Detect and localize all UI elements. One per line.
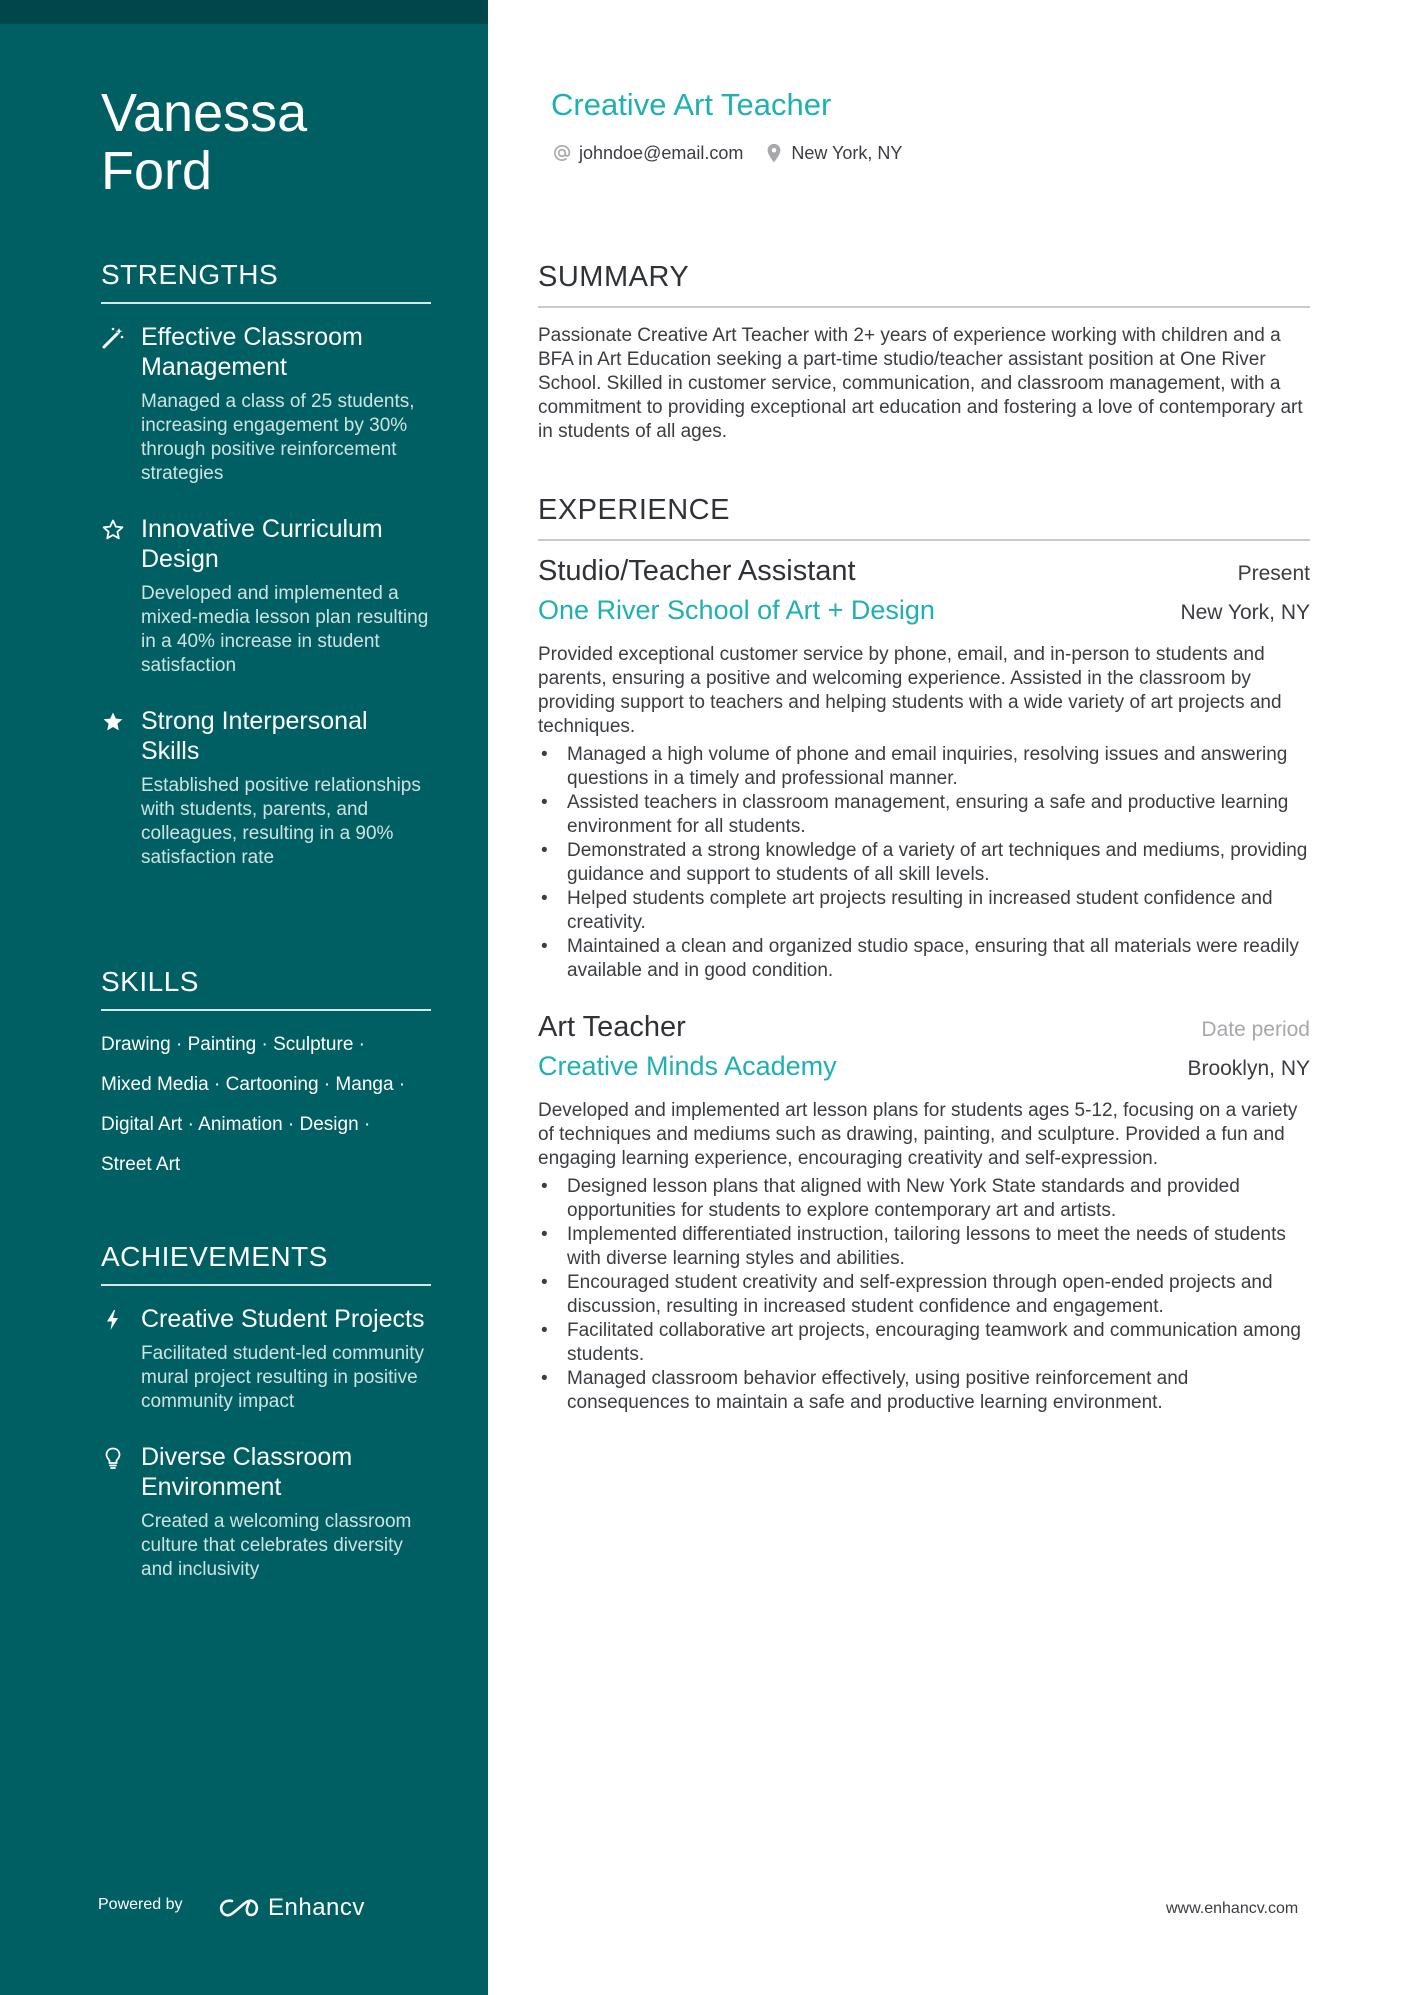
at-sign-icon: [551, 142, 573, 164]
achievement-item: [101, 1304, 431, 1414]
magic-wand-icon: [101, 326, 125, 350]
candidate-name: [101, 84, 461, 200]
bullet-item: • Managed classroom behavior effectively, using positive reinforcement and consequences to maintain a safe and productive learning environment.: [538, 1367, 1310, 1415]
skills-heading: SKILLS: [101, 965, 431, 1011]
contact-email[interactable]: [551, 142, 743, 164]
achievements-heading: ACHIEVEMENTS: [101, 1240, 431, 1286]
strength-item: [101, 514, 431, 678]
strengths-heading: STRENGTHS: [101, 258, 431, 304]
powered-by-label: Powered by: [98, 1896, 183, 1913]
lightbulb-icon: [101, 1446, 125, 1470]
bullet-item: • Assisted teachers in classroom management, ensuring a safe and productive learning environment for all students.: [538, 791, 1310, 839]
summary-heading: SUMMARY: [538, 260, 1310, 308]
job-entry: [538, 553, 1310, 983]
website-link[interactable]: www.enhancv.com: [1166, 1900, 1299, 1917]
enhancv-logo-text: Enhancv: [268, 1894, 365, 1921]
strength-description: Developed and implemented a mixed-media lesson plan resulting in a 40% increase in student satisfaction: [141, 583, 429, 676]
job-date: Date period: [1201, 1018, 1310, 1041]
bullet-item: • Encouraged student creativity and self-expression through open-ended projects and discussion, resulting in increased student confidence and engagement.: [538, 1271, 1310, 1319]
bullet-item: • Maintained a clean and organized studio space, ensuring that all materials were readily available and in good condition.: [538, 935, 1310, 983]
bullet-item: • Managed a high volume of phone and email inquiries, resolving issues and answering questions in a timely and professional manner.: [538, 743, 1310, 791]
skills-section: [101, 965, 431, 1193]
strength-item: [101, 322, 431, 486]
strength-description: Established positive relationships with students, parents, and colleagues, resulting in a 90% satisfaction rate: [141, 775, 421, 868]
strength-title: Effective Classroom Management: [141, 323, 363, 381]
achievement-title: Creative Student Projects: [141, 1305, 425, 1333]
contact-location: [763, 142, 902, 164]
experience-heading: EXPERIENCE: [538, 493, 1310, 541]
strength-item: [101, 706, 431, 870]
achievements-section: [101, 1240, 431, 1610]
lightning-icon: [101, 1308, 125, 1332]
contact-info: [551, 142, 902, 164]
enhancv-logo-icon: [216, 1895, 262, 1921]
star-filled-icon: [101, 710, 125, 734]
sidebar-top-bar: [0, 0, 488, 24]
star-outline-icon: [101, 518, 125, 542]
bullet-item: • Implemented differentiated instruction, tailoring lessons to meet the needs of students with diverse learning styles and abilities.: [538, 1223, 1310, 1271]
achievement-description: Facilitated student-led community mural project resulting in positive community impact: [141, 1343, 425, 1412]
bullet-item: • Helped students complete art projects resulting in increased student confidence and creativity.: [538, 887, 1310, 935]
enhancv-logo[interactable]: [216, 1894, 365, 1922]
summary-text: Passionate Creative Art Teacher with 2+ years of experience working with children and a BFA in Art Education seeking a part-time studio/teacher assistant position at One River School. Skilled in customer service, communication, and classroom management, with a commitment to providing exceptional art education and fostering a love of contemporary art in students of all ages.: [538, 325, 1303, 442]
map-pin-icon: [763, 142, 785, 164]
strengths-section: [101, 258, 431, 898]
job-bullets: [538, 1175, 1310, 1415]
job-entry: [538, 1009, 1310, 1415]
company-name: One River School of Art + Design: [538, 595, 935, 625]
sidebar: [0, 0, 488, 1995]
summary-section: [538, 260, 1310, 444]
skills-line: Drawing · Painting · Sculpture ·: [101, 1034, 365, 1055]
job-description: Provided exceptional customer service by phone, email, and in-person to students and parents, ensuring a positive and welcoming experience. Assisted in the classroom by providing support to teachers and helping students with a wide variety of art projects and techniques.: [538, 644, 1282, 737]
strength-description: Managed a class of 25 students, increasing engagement by 30% through positive reinforcement strategies: [141, 391, 415, 484]
achievement-title: Diverse Classroom Environment: [141, 1443, 353, 1501]
role-title: Creative Art Teacher: [551, 87, 832, 122]
skills-line: Mixed Media · Cartooning · Manga ·: [101, 1074, 406, 1095]
location-text: New York, NY: [791, 142, 903, 163]
skills-line: Street Art: [101, 1154, 181, 1175]
bullet-item: • Demonstrated a strong knowledge of a variety of art techniques and mediums, providing guidance and support to students of all skill levels.: [538, 839, 1310, 887]
job-description: Developed and implemented art lesson plans for students ages 5-12, focusing on a variety of techniques and mediums such as drawing, painting, and sculpture. Provided a fun and engaging learning experience, encouraging creativity and self-expression.: [538, 1100, 1298, 1169]
experience-section: [538, 493, 1310, 1441]
email-text: johndoe@email.com: [579, 142, 744, 163]
job-date: Present: [1237, 562, 1310, 585]
name-last: Ford: [101, 141, 213, 201]
job-title: Art Teacher: [538, 1011, 686, 1043]
achievement-description: Created a welcoming classroom culture that celebrates diversity and inclusivity: [141, 1511, 412, 1580]
company-name: Creative Minds Academy: [538, 1051, 837, 1081]
skills-line: Digital Art · Animation · Design ·: [101, 1114, 371, 1135]
strength-title: Strong Interpersonal Skills: [141, 707, 368, 765]
achievement-item: [101, 1442, 431, 1582]
job-location: Brooklyn, NY: [1187, 1057, 1310, 1080]
job-bullets: [538, 743, 1310, 983]
job-title: Studio/Teacher Assistant: [538, 555, 856, 587]
bullet-item: • Designed lesson plans that aligned with New York State standards and provided opportunities for students to explore contemporary art and artists.: [538, 1175, 1310, 1223]
bullet-item: • Facilitated collaborative art projects, encouraging teamwork and communication among students.: [538, 1319, 1310, 1367]
main-content: [538, 0, 1310, 1995]
strength-title: Innovative Curriculum Design: [141, 515, 383, 573]
name-first: Vanessa: [101, 83, 308, 143]
job-location: New York, NY: [1180, 601, 1310, 624]
